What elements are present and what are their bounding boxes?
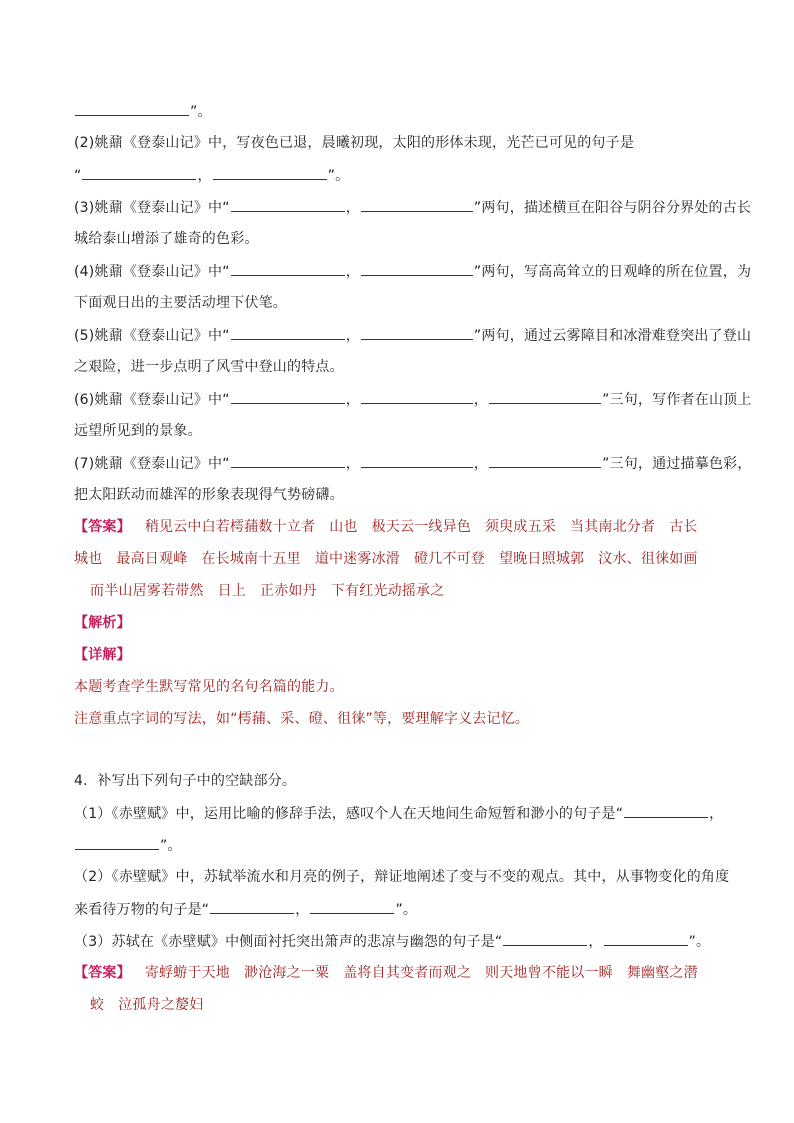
line-0: ”。 — [74, 101, 212, 122]
q4-part-2: （2）《赤壁赋》中，苏轼举流水和月亮的例子，辩证地阐述了变与不变的观点。其中，从事物变化的角度 — [74, 869, 730, 885]
fill-blank[interactable] — [604, 931, 688, 946]
fill-blank[interactable] — [361, 453, 473, 468]
question-4-text-cont: 下面观日出的主要活动埋下伏笔。 — [74, 295, 287, 311]
answer-tag: 【答案】 — [74, 965, 131, 981]
question-7-text: (7)姚鼐《登泰山记》中“ ， ， ”三句，通过描摹色彩， — [74, 453, 752, 474]
question-6-text: (6)姚鼐《登泰山记》中“ ， ， ”三句，写作者在山顶上 — [74, 389, 752, 410]
fill-blank[interactable] — [231, 453, 345, 468]
detail-tag: 【详解】 — [74, 647, 131, 663]
question-4-title: 4．补写出下列句子中的空缺部分。 — [74, 773, 297, 789]
answer-1-row-3: 而半山居雾若带然 日上 正赤如丹 下有红光动摇承之 — [90, 583, 445, 599]
q4-part-3: （3）苏轼在《赤壁赋》中侧面衬托突出箫声的悲凉与幽怨的句子是“ ， ”。 — [74, 931, 710, 952]
fill-blank[interactable] — [361, 325, 473, 340]
q4-part-1-cont: ”。 — [74, 835, 182, 856]
fill-blank[interactable] — [231, 389, 345, 404]
question-5-text-cont: 之艰险，进一步点明了风雪中登山的特点。 — [74, 359, 344, 375]
question-2-text: (2)姚鼐《登泰山记》中，写夜色已退，晨曦初现，太阳的形体未现，光芒已可见的句子是 — [74, 135, 635, 151]
answer-1-row-1: 【答案】 稍见云中白若樗蒱数十立者 山也 极天云一线异色 须臾成五采 当其南北分者 古长 — [74, 519, 698, 535]
q4-part-2-cont: 来看待万物的句子是“ ， ”。 — [74, 899, 417, 920]
question-7-text-cont: 把太阳跃动而雄浑的形象表现得气势磅礴。 — [74, 487, 344, 503]
fill-blank[interactable] — [231, 197, 345, 212]
fill-blank[interactable] — [489, 389, 601, 404]
question-5-text: (5)姚鼐《登泰山记》中“ ， ”两句，通过云雾障目和冰滑难登突出了登山 — [74, 325, 751, 346]
fill-blank[interactable] — [231, 261, 345, 276]
fill-blank[interactable] — [624, 803, 708, 818]
fill-blank[interactable] — [310, 899, 394, 914]
fill-blank[interactable] — [210, 899, 294, 914]
answer-2-row-1: 【答案】 寄蜉蝣于天地 渺沧海之一粟 盖将自其变者而观之 则天地曾不能以一瞬 舞幽壑之潜 — [74, 965, 698, 981]
fill-blank[interactable] — [75, 835, 159, 850]
fill-blank[interactable] — [503, 931, 587, 946]
question-3-text: (3)姚鼐《登泰山记》中“ ， ”两句，描述横亘在阳谷与阴谷分界处的古长 — [74, 197, 751, 218]
answer-2-row-2: 蛟 泣孤舟之嫠妇 — [90, 997, 204, 1013]
question-4-text: (4)姚鼐《登泰山记》中“ ， ”两句，写高高耸立的日观峰的所在位置，为 — [74, 261, 751, 282]
q4-part-1: （1）《赤壁赋》中，运用比喻的修辞手法，感叹个人在天地间生命短暂和渺小的句子是“ ， — [74, 803, 723, 824]
fill-blank[interactable] — [231, 325, 345, 340]
answer-1-row-2: 城也 最高日观峰 在长城南十五里 道中迷雾冰滑 磴几不可登 望晚日照城郭 汶水、徂徕如画 — [74, 551, 698, 567]
analysis-tag: 【解析】 — [74, 615, 131, 631]
fill-blank[interactable] — [489, 453, 601, 468]
fill-blank[interactable] — [75, 101, 189, 116]
detail-line-1: 本题考查学生默写常见的名句名篇的能力。 — [74, 679, 344, 695]
fill-blank[interactable] — [361, 197, 473, 212]
question-2-blanks: “ ， ”。 — [74, 165, 349, 186]
answer-tag: 【答案】 — [74, 519, 131, 535]
fill-blank[interactable] — [361, 389, 473, 404]
question-3-text-cont: 城给泰山增添了雄奇的色彩。 — [74, 231, 259, 247]
detail-line-2: 注意重点字词的写法，如“樗蒱、采、磴、徂徕”等，要理解字义去记忆。 — [74, 711, 530, 727]
question-6-text-cont: 远望所见到的景象。 — [74, 423, 202, 439]
fill-blank[interactable] — [82, 165, 196, 180]
fill-blank[interactable] — [361, 261, 473, 276]
fill-blank[interactable] — [213, 165, 327, 180]
